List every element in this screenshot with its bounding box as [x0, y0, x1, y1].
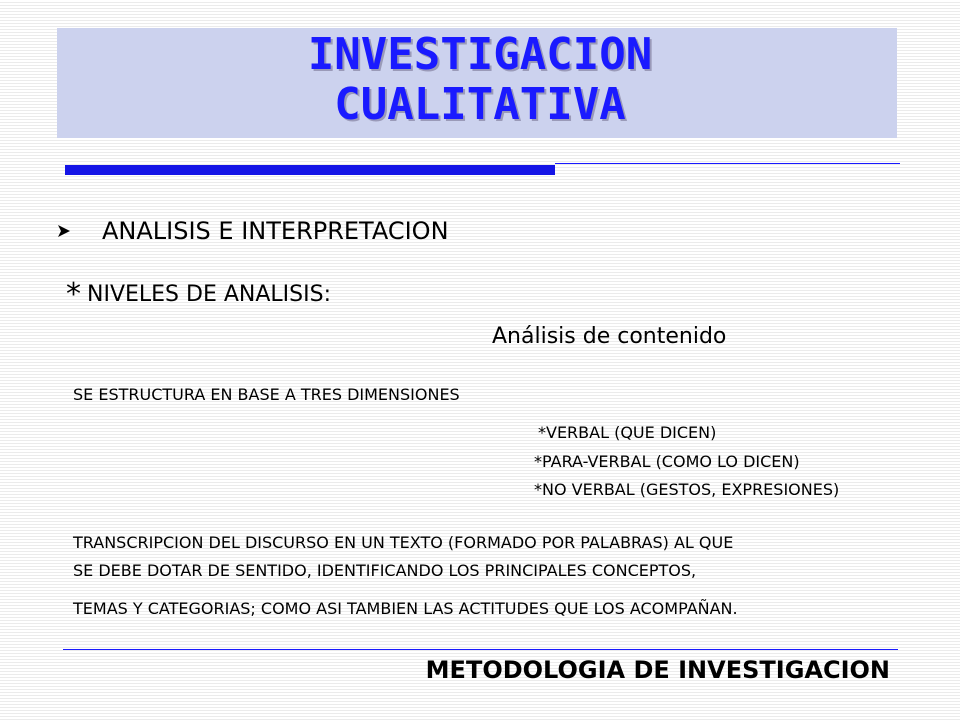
- slide-title-line-2: CUALITATIVA: [334, 79, 626, 130]
- footer-title: METODOLOGIA DE INVESTIGACION: [425, 656, 890, 684]
- star-bullet: *: [66, 277, 81, 312]
- section-heading: ANALISIS E INTERPRETACION: [102, 217, 449, 245]
- dimension-para-verbal: *PARA-VERBAL (COMO LO DICEN): [534, 452, 800, 471]
- levels-label: NIVELES DE ANALISIS:: [87, 282, 331, 307]
- slide-title-line-1: INVESTIGACION: [307, 29, 653, 80]
- paragraph-line-3: TEMAS Y CATEGORIAS; COMO ASI TAMBIEN LAS ACTITUDES QUE LOS ACOMPAÑAN.: [73, 599, 738, 618]
- bottom-divider-line: [63, 649, 898, 650]
- accent-bar: [65, 165, 555, 175]
- arrow-bullet-icon: [57, 224, 71, 238]
- content-analysis-subheading: Análisis de contenido: [492, 324, 727, 349]
- top-divider-line: [555, 163, 900, 164]
- levels-heading: [66, 277, 331, 312]
- dimension-verbal: *VERBAL (QUE DICEN): [538, 423, 717, 442]
- paragraph-line-2: SE DEBE DOTAR DE SENTIDO, IDENTIFICANDO LOS PRINCIPALES CONCEPTOS,: [73, 561, 697, 580]
- structure-text: SE ESTRUCTURA EN BASE A TRES DIMENSIONES: [73, 385, 460, 404]
- paragraph-line-1: TRANSCRIPCION DEL DISCURSO EN UN TEXTO (FORMADO POR PALABRAS) AL QUE: [73, 533, 734, 552]
- dimension-no-verbal: *NO VERBAL (GESTOS, EXPRESIONES): [534, 480, 840, 499]
